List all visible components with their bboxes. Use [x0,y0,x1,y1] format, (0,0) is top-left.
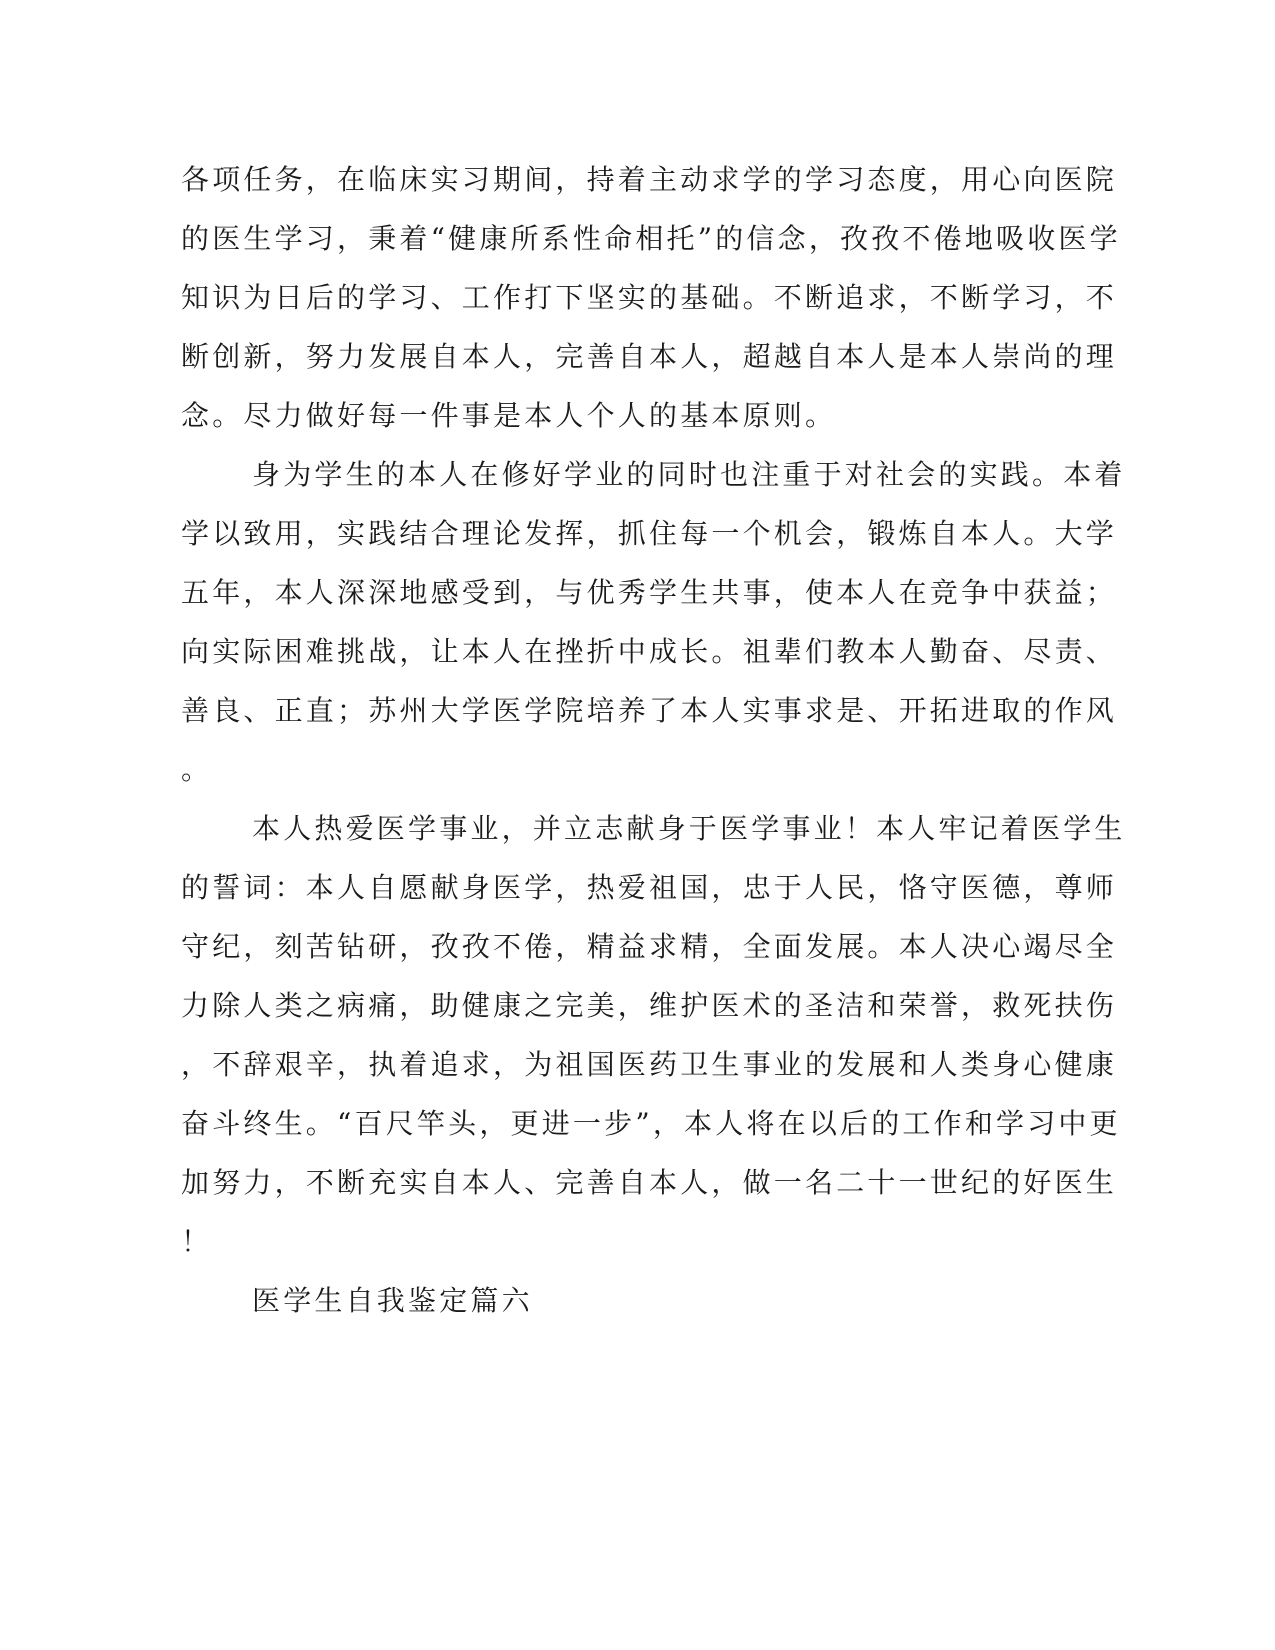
section-heading: 医学生自我鉴定篇六 [252,1284,533,1317]
text-line: 知识为日后的学习、工作打下坚实的基础。不断追求，不断学习，不 [181,281,1118,314]
paragraph-first-line: 本人热爱医学事业，并立志献身于医学事业！本人牢记着医学生 [252,812,1126,845]
text-line: 的医生学习，秉着“健康所系性命相托”的信念，孜孜不倦地吸收医学 [181,222,1121,255]
text-line: 守纪，刻苦钻研，孜孜不倦，精益求精，全面发展。本人决心竭尽全 [181,930,1118,963]
text-line: 向实际困难挑战，让本人在挫折中成长。祖辈们教本人勤奋、尽责、 [181,635,1118,668]
text-line: 五年，本人深深地感受到，与优秀学生共事，使本人在竞争中获益； [181,576,1118,609]
text-line: ，不辞艰辛，执着追求，为祖国医药卫生事业的发展和人类身心健康 [181,1048,1118,1081]
text-line: 断创新，努力发展自本人，完善自本人，超越自本人是本人崇尚的理 [181,340,1118,373]
text-line: 各项任务，在临床实习期间，持着主动求学的学习态度，用心向医院 [181,163,1118,196]
text-line: 加努力，不断充实自本人、完善自本人，做一名二十一世纪的好医生 [181,1166,1118,1199]
text-line: 力除人类之病痛，助健康之完美，维护医术的圣洁和荣誉，救死扶伤 [181,989,1118,1022]
paragraph-first-line: 身为学生的本人在修好学业的同时也注重于对社会的实践。本着 [252,458,1126,491]
text-line: 。 [181,753,213,786]
text-line: 念。尽力做好每一件事是本人个人的基本原则。 [181,399,837,432]
text-line: 奋斗终生。“百尺竿头，更进一步”，本人将在以后的工作和学习中更 [181,1107,1121,1140]
text-line: 善良、正直；苏州大学医学院培养了本人实事求是、开拓进取的作风 [181,694,1118,727]
text-line: 学以致用，实践结合理论发挥，抓住每一个机会，锻炼自本人。大学 [181,517,1118,550]
text-line: 的誓词：本人自愿献身医学，热爱祖国，忠于人民，恪守医德，尊师 [181,871,1118,904]
text-line: ！ [181,1225,213,1258]
